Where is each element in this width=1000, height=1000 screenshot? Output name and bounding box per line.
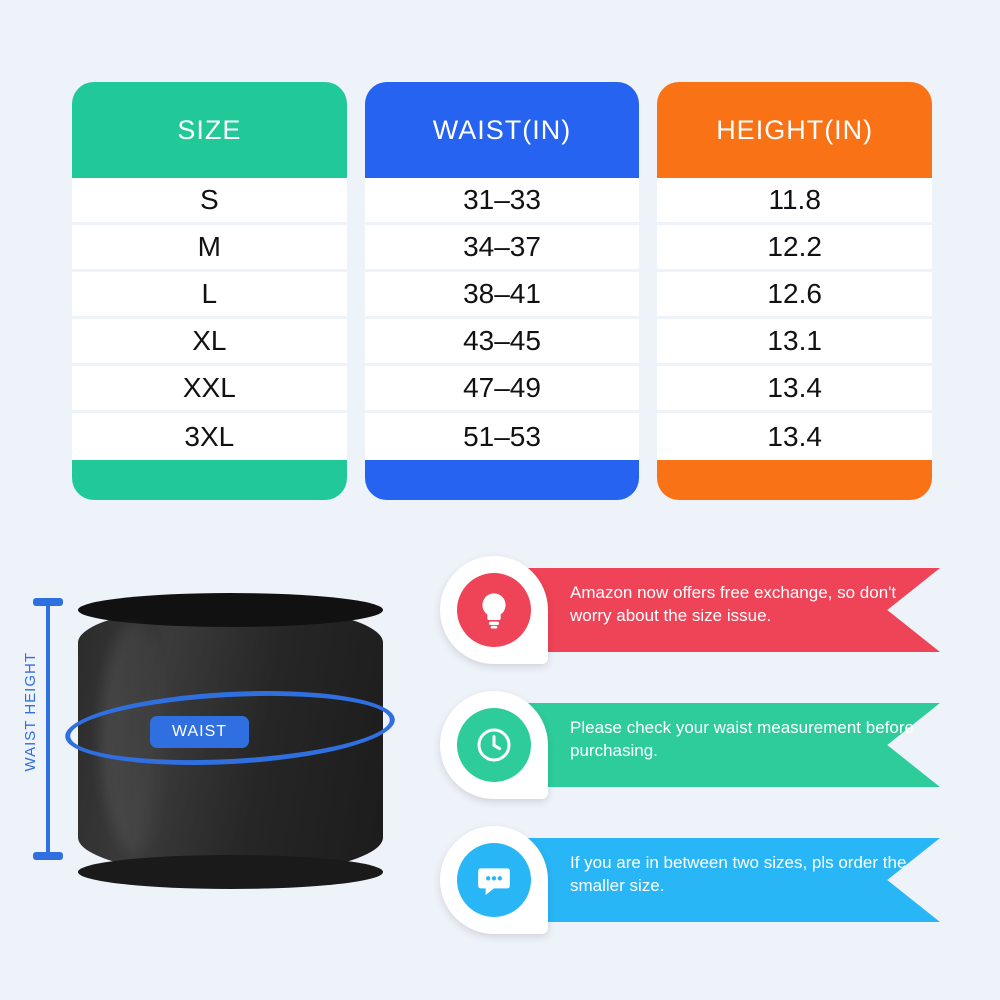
note-text: If you are in between two sizes, pls order the smaller size.	[570, 853, 907, 895]
column-header-height: HEIGHT(IN)	[716, 114, 874, 145]
arrow-cap-bottom	[33, 852, 63, 860]
lightbulb-icon	[457, 573, 531, 647]
table-cell: 13.4	[657, 413, 932, 460]
belt-top-edge	[78, 593, 383, 627]
note-text: Amazon now offers free exchange, so don't worry about the size issue.	[570, 583, 897, 625]
size-column-body	[72, 178, 347, 500]
table-cell: L	[72, 272, 347, 319]
note-text: Please check your waist measurement before purchasing.	[570, 718, 914, 760]
table-cell: 31–33	[365, 178, 640, 225]
clock-icon	[457, 708, 531, 782]
belt-bottom-edge	[78, 855, 383, 889]
table-cell: XXL	[72, 366, 347, 413]
column-header-waist: WAIST(IN)	[432, 114, 572, 145]
note-item	[440, 556, 940, 664]
table-cell: 43–45	[365, 319, 640, 366]
table-cell: 34–37	[365, 225, 640, 272]
table-cell: 13.4	[657, 366, 932, 413]
table-cell: M	[72, 225, 347, 272]
size-column	[72, 82, 347, 500]
waist-label: WAIST	[150, 716, 249, 748]
arrow-stem	[46, 606, 50, 852]
note-badge	[440, 826, 548, 934]
note-badge	[440, 556, 548, 664]
table-cell: S	[72, 178, 347, 225]
waist-column-body	[365, 178, 640, 500]
waist-height-label: WAIST HEIGHT	[22, 648, 39, 776]
table-cell: 51–53	[365, 413, 640, 460]
note-item	[440, 691, 940, 799]
note-badge	[440, 691, 548, 799]
chat-bubble-icon	[457, 843, 531, 917]
table-cell: 12.6	[657, 272, 932, 319]
table-cell: 38–41	[365, 272, 640, 319]
height-column	[657, 82, 932, 500]
table-cell: 47–49	[365, 366, 640, 413]
table-cell: 12.2	[657, 225, 932, 272]
table-cell: 3XL	[72, 413, 347, 460]
waist-column	[365, 82, 640, 500]
product-illustration	[20, 560, 440, 980]
note-item	[440, 826, 940, 934]
size-chart-table	[72, 82, 932, 500]
table-cell: 11.8	[657, 178, 932, 225]
arrow-cap-top	[33, 598, 63, 606]
table-cell: XL	[72, 319, 347, 366]
height-column-body	[657, 178, 932, 500]
column-header-size: SIZE	[177, 114, 242, 145]
table-cell: 13.1	[657, 319, 932, 366]
notes-list	[440, 556, 980, 976]
